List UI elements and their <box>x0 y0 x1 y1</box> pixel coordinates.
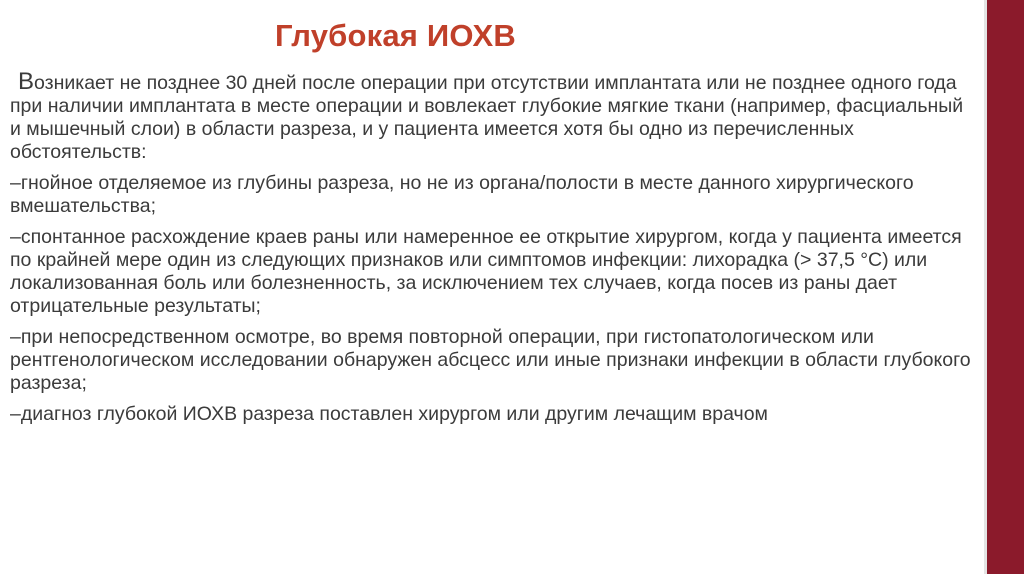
criterion-1: –гнойное отделяемое из глубины разреза, но не из органа/полости в месте данного хирургического вмешательства; <box>10 172 914 217</box>
slide-title: Глубокая ИОХВ <box>275 18 516 53</box>
intro-text: озникает не позднее 30 дней после операции при отсутствии имплантата или не позднее одного года при наличии имплантата в месте операции и вовлекает глубокие мягкие ткани (например, фасциальный и мышечный слои) в области разреза, и у пациента имеется хотя бы одно из перечисленных обстоятельств: <box>10 72 964 163</box>
intro-paragraph <box>10 70 972 164</box>
criterion-4: –диагноз глубокой ИОХВ разреза поставлен хирургом или другим лечащим врачом <box>10 403 768 425</box>
intro-drop-letter: В <box>18 68 35 95</box>
criterion-2: –спонтанное расхождение краев раны или намеренное ее открытие хирургом, когда у пациента имеется по крайней мере один из следующих признаков или симптомов инфекции: лихорадка (> 37,5 °С) или локализованная боль или болезненность, за исключением тех случаев, когда посев из раны дает отрицательные результаты; <box>10 226 962 317</box>
accent-side-panel <box>987 0 1024 574</box>
criterion-3: –при непосредственном осмотре, во время повторной операции, при гистопатологическом или рентгенологическом исследовании обнаружен абсцесс или иные признаки инфекции в области глубокого разреза; <box>10 326 971 394</box>
slide-body <box>10 70 972 434</box>
